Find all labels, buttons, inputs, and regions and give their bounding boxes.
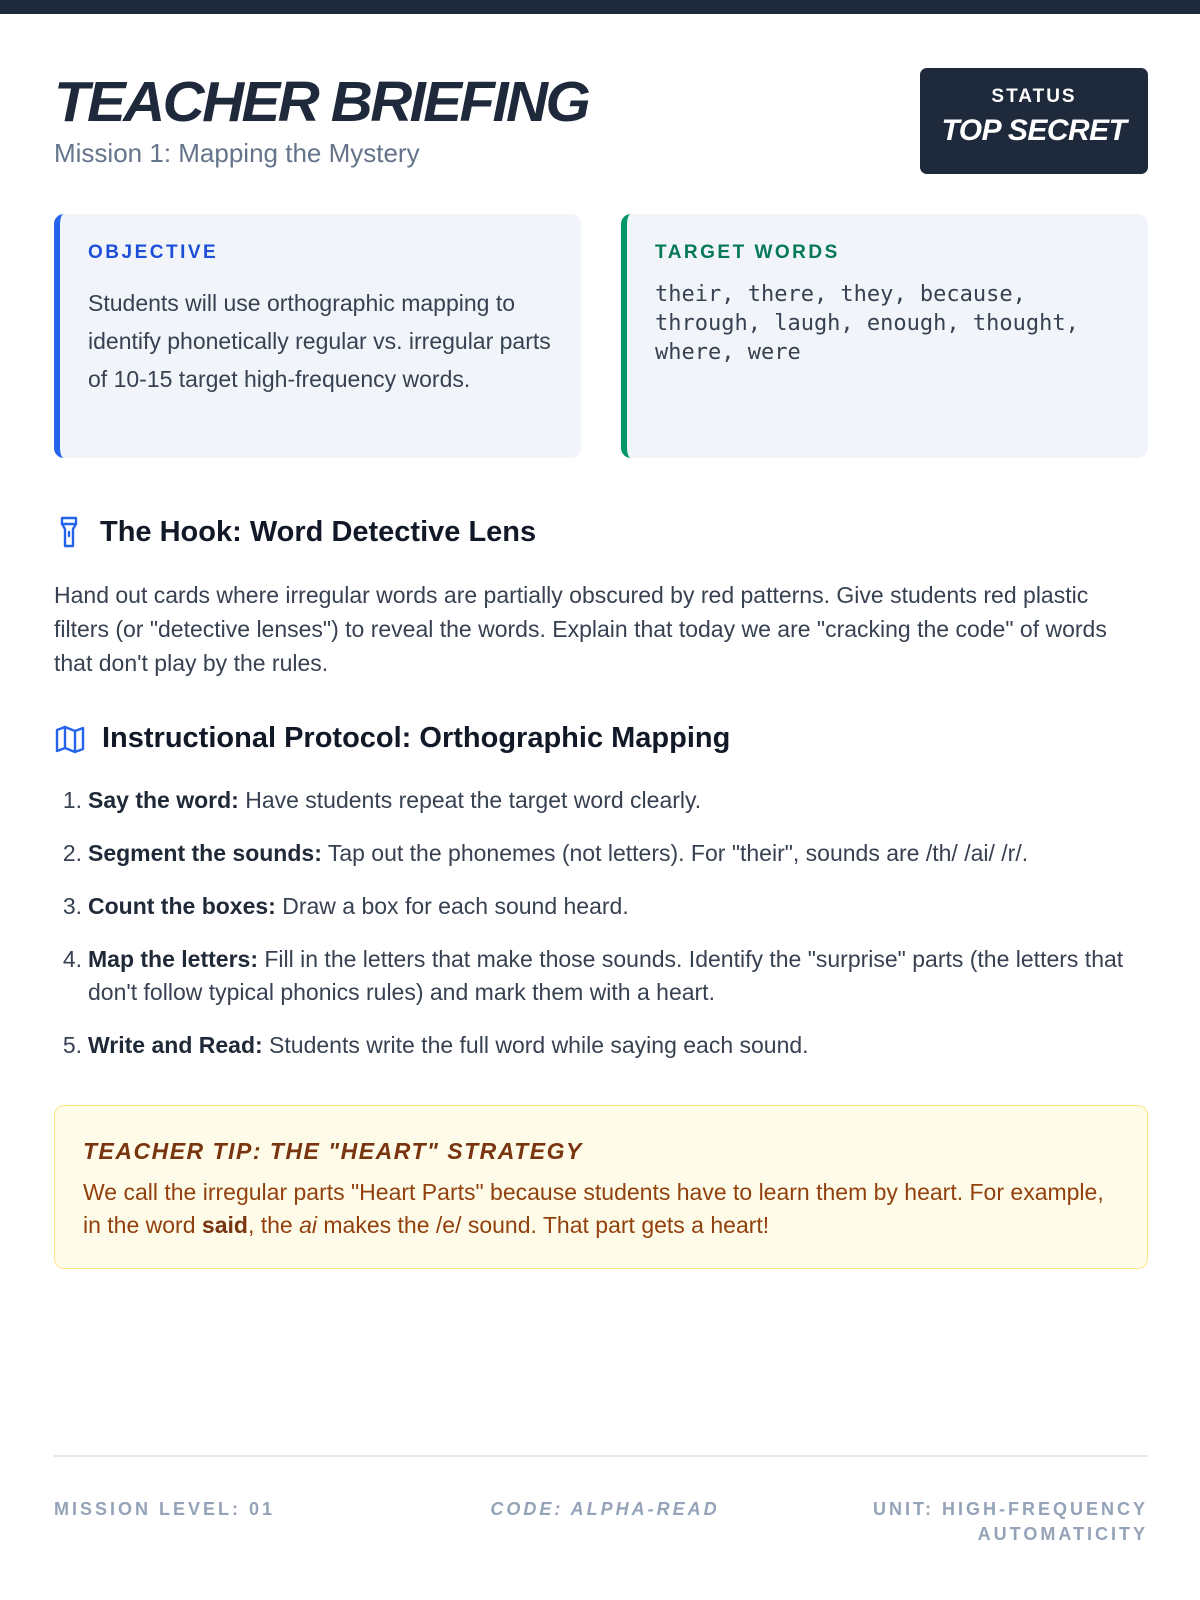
teacher-tip-box: [54, 1105, 1148, 1269]
step-text: Tap out the phonemes (not letters). For "their", sounds are /th/ /ai/ /r/.: [321, 840, 1029, 866]
tip-italic-word: ai: [299, 1212, 317, 1238]
page-subtitle: Mission 1: Mapping the Mystery: [54, 138, 420, 168]
target-words-card: [621, 214, 1148, 458]
footer-divider: [54, 1455, 1148, 1457]
page-header: [54, 66, 1148, 176]
protocol-title: Instructional Protocol: Orthographic Mapping: [102, 722, 731, 754]
list-item: [54, 784, 1148, 817]
hook-title: The Hook: Word Detective Lens: [100, 515, 537, 548]
step-number: 1.: [62, 787, 82, 813]
status-badge: [920, 68, 1148, 174]
list-item: [54, 1029, 1148, 1062]
step-heading: Say the word:: [88, 787, 239, 813]
protocol-heading: [54, 722, 730, 755]
step-number: 4.: [62, 946, 82, 972]
tip-text-part: We call the irregular parts "Heart Parts" because students have to learn them by heart. For example, in the word: [83, 1179, 1104, 1238]
target-words-text: their, there, they, because, through, laugh, enough, thought, where, were: [655, 282, 1079, 365]
step-number: 2.: [62, 840, 82, 866]
tip-bold-word: said: [201, 1212, 248, 1238]
target-words-label: TARGET WORDS: [655, 242, 840, 263]
footer-unit: UNIT: HIGH-FREQUENCY AUTOMATICITY: [873, 1499, 1148, 1544]
flashlight-icon: [54, 515, 84, 549]
objective-label: OBJECTIVE: [88, 242, 219, 263]
list-item: [54, 890, 1148, 923]
tip-text-part: , the: [247, 1212, 300, 1238]
step-heading: Count the boxes:: [88, 893, 276, 919]
step-heading: Segment the sounds:: [88, 840, 322, 866]
footer-mission-level: MISSION LEVEL: 01: [54, 1499, 276, 1519]
footer-code: CODE: ALPHA-READ: [490, 1499, 720, 1519]
tip-label: TEACHER TIP: THE "HEART" STRATEGY: [83, 1138, 583, 1164]
objective-text: Students will use orthographic mapping to identify phonetically regular vs. irregular parts of 10-15 target high-frequency words.: [88, 290, 551, 392]
tip-text-part: makes the /e/ sound. That part gets a heart!: [317, 1212, 770, 1238]
status-value: TOP SECRET: [941, 114, 1127, 147]
objective-card: [54, 214, 581, 458]
step-text: Fill in the letters that make those sounds. Identify the "surprise" parts (the letters that don't follow typical phonics rules) and mark them with a heart.: [88, 946, 1124, 1005]
step-number: 3.: [62, 893, 82, 919]
list-item: [54, 837, 1148, 870]
hook-heading: [54, 515, 536, 549]
step-text: Have students repeat the target word clearly.: [238, 787, 702, 813]
top-accent-bar: [0, 0, 1200, 14]
page-title: TEACHER BRIEFING: [54, 70, 589, 134]
step-number: 5.: [62, 1032, 82, 1058]
hook-text: Hand out cards where irregular words are partially obscured by red patterns. Give students red plastic filters (or "detective lenses") to reveal the words. Explain that today we are "cracking the code" of words that don't play by the rules.: [54, 582, 1107, 676]
step-heading: Write and Read:: [88, 1032, 263, 1058]
step-text: Students write the full word while saying each sound.: [262, 1032, 809, 1058]
status-label: STATUS: [991, 86, 1077, 107]
list-item: [54, 943, 1148, 1009]
map-icon: [54, 724, 86, 754]
step-heading: Map the letters:: [88, 946, 258, 972]
protocol-steps: [54, 784, 1148, 1082]
step-text: Draw a box for each sound heard.: [275, 893, 629, 919]
tip-text: [83, 1176, 1113, 1242]
